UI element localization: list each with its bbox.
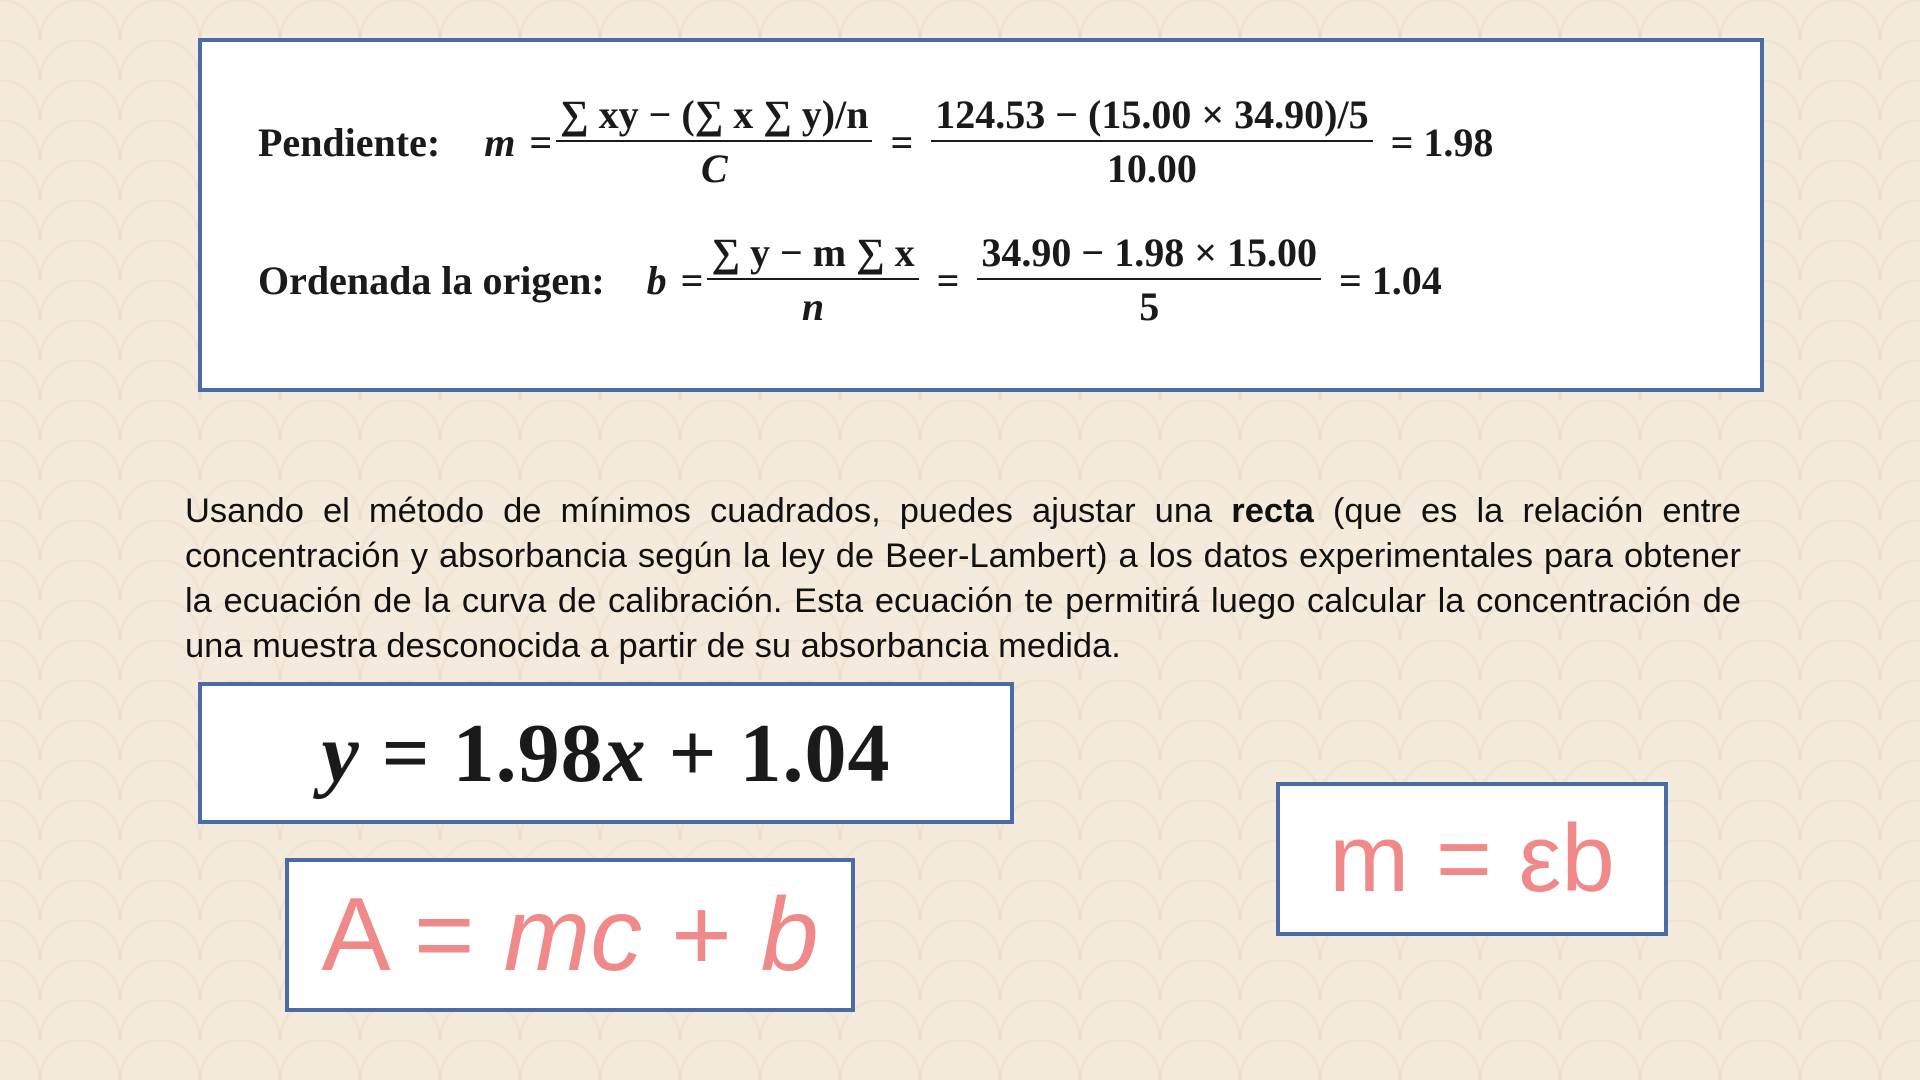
slope-formula-row <box>258 94 1493 190</box>
linear-eq-x: x <box>603 706 647 800</box>
intercept-numeric-numerator: 34.90 − 1.98 × 15.00 <box>977 232 1321 280</box>
description-paragraph <box>185 489 1741 669</box>
linear-eq-intercept: 1.04 <box>739 706 891 800</box>
formula-box <box>198 38 1764 392</box>
beer-lambert-box <box>285 858 855 1012</box>
linear-equation-box <box>198 682 1014 824</box>
slope-numeric-numerator: 124.53 − (15.00 × 34.90)/5 <box>931 94 1372 142</box>
slope-general-fraction <box>556 94 872 190</box>
description-bold-word: recta <box>1231 491 1314 530</box>
slope-numeric-denominator: 10.00 <box>1106 146 1197 191</box>
beer-lambert-equation <box>321 876 818 995</box>
slope-label: Pendiente: <box>258 119 441 165</box>
intercept-general-denominator: n <box>801 284 825 329</box>
intercept-general-numerator: ∑ y − m ∑ x <box>707 232 918 280</box>
intercept-label: Ordenada la origen: <box>258 257 605 303</box>
slope-numeric-fraction <box>931 94 1372 190</box>
linear-equation <box>321 705 890 802</box>
intercept-numeric-denominator: 5 <box>1139 284 1160 329</box>
linear-eq-slope: 1.98 <box>452 706 604 800</box>
intercept-equals-2: = <box>936 257 960 303</box>
linear-eq-equals: = <box>359 706 453 800</box>
linear-eq-plus: + <box>646 706 740 800</box>
slope-equals: = <box>529 119 553 165</box>
slope-result: = 1.98 <box>1390 119 1494 165</box>
linear-eq-y: y <box>321 706 360 800</box>
description-text-start: Usando el método de mínimos cuadrados, puedes ajustar una <box>185 491 1232 530</box>
slope-relation-equation: m = εb <box>1329 805 1615 912</box>
slope-general-numerator: ∑ xy − (∑ x ∑ y)/n <box>556 94 872 142</box>
beer-eq-lhs: A = <box>321 876 504 993</box>
intercept-formula-row <box>258 232 1442 328</box>
description-text-end: (que es la relación entre concentración y absorbancia según la ley de Beer-Lambert) a los datos experimentales para obtener la ecuación de la curva de calibración. Esta ecuación te permitirá luego calcular la concentración de una muestra desconocida a partir de su absorbancia medida. <box>185 491 1741 665</box>
intercept-equals: = <box>680 257 704 303</box>
slope-variable: m <box>484 119 516 165</box>
beer-eq-plus: + <box>642 876 761 993</box>
slope-equals-2: = <box>890 119 914 165</box>
slope-general-denominator: C <box>700 146 728 191</box>
beer-eq-b: b <box>760 876 819 993</box>
slope-relation-box <box>1276 782 1668 936</box>
intercept-variable: b <box>646 257 667 303</box>
intercept-general-fraction <box>707 232 918 328</box>
intercept-numeric-fraction <box>977 232 1321 328</box>
intercept-result: = 1.04 <box>1339 257 1442 303</box>
beer-eq-mc: mc <box>503 876 643 993</box>
